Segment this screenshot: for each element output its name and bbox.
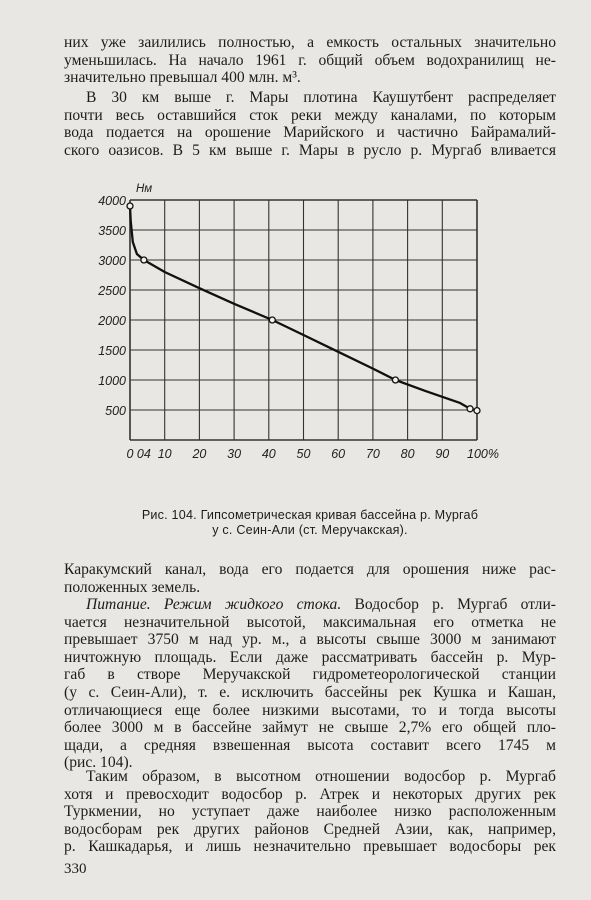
text-line: вода подается на орошение Марийского и частично Байрамалий- xyxy=(64,124,556,142)
paragraph-kaushutbent-dam xyxy=(64,89,556,159)
text-line: чается незначительной высотой, максимальная его отметка не xyxy=(64,613,556,631)
y-tick-label: 500 xyxy=(105,404,126,418)
text-line: уменьшилась. На начало 1961 г. общий объем водохранилищ не- xyxy=(64,51,556,69)
data-point-marker xyxy=(141,257,147,263)
data-point-marker xyxy=(127,203,133,209)
caption-line: Рис. 104. Гипсометрическая кривая бассейна р. Мургаб xyxy=(141,508,479,522)
figure-caption xyxy=(90,508,530,538)
x-tick-label: 70 xyxy=(365,447,380,461)
text-line: щади, а средняя взвешенная высота составит всего 1745 м xyxy=(64,736,556,754)
x-tick-label: 30 xyxy=(227,447,242,461)
data-point-marker xyxy=(392,377,398,383)
text-line: Туркмении, но уступает даже наиболее низко расположенным xyxy=(64,803,556,821)
text-line: (рис. 104). xyxy=(64,754,133,772)
x-tick-label: 90 xyxy=(435,447,450,461)
text-line: положенных земель. xyxy=(64,578,201,596)
caption-line: у с. Сеин-Али (ст. Меручакская). xyxy=(212,523,408,537)
y-tick-label: 3000 xyxy=(98,254,126,268)
paragraph-karakum-canal xyxy=(64,561,556,596)
y-tick-label: 4000 xyxy=(98,194,126,208)
text-line: превышает 3750 м над ур. м., а высоты свыше 3000 м занимают xyxy=(64,631,556,649)
text-line: хотя и превосходит водосбор р. Атрек и некоторых других рек xyxy=(64,785,556,803)
data-point-marker xyxy=(467,406,473,412)
x-tick-label: 50 xyxy=(296,447,311,461)
text-line: ского оазисов. В 5 км выше г. Мары в русло р. Мургаб вливается xyxy=(64,141,556,159)
text-line: В 30 км выше г. Мары плотина Каушутбент распределяет xyxy=(86,89,556,106)
paragraph-conclusion xyxy=(64,768,556,856)
y-tick-label: 1500 xyxy=(98,344,126,358)
text-line: отличающиеся еще более низкими высотами, то и тогда высоты xyxy=(64,701,556,719)
text-line: р. Кашкадарья, и лишь незначительно превышает водосборы рек xyxy=(64,838,556,856)
text-line: водосборам рек других районов Средней Азии, как, например, xyxy=(64,820,556,838)
text-line: Таким образом, в высотном отношении водосбор р. Мургаб xyxy=(86,768,556,785)
text-line: значительно превышал 400 млн. м³. xyxy=(64,69,301,87)
x-tick-label: 100% xyxy=(467,447,499,461)
data-point-marker xyxy=(269,317,275,323)
data-point-marker xyxy=(474,408,480,414)
x-tick-label: 10 xyxy=(157,447,172,461)
x-tick-label: 40 xyxy=(261,447,276,461)
y-tick-label: 2500 xyxy=(98,284,126,298)
text-line: габ в створе Меручакской гидрометеорологической станции xyxy=(64,666,556,684)
x-tick-label: 0 xyxy=(126,447,134,461)
page-number: 330 xyxy=(64,861,87,877)
x-tick-label: 80 xyxy=(400,447,415,461)
x-tick-label: 60 xyxy=(331,447,346,461)
text-line: почти весь оставшийся сток реки между каналами, по которым xyxy=(64,106,556,124)
y-tick-label: 2000 xyxy=(98,314,126,328)
x-tick-label: 04 xyxy=(136,447,151,461)
hypsometric-curve-chart xyxy=(98,176,499,501)
y-tick-label: 3500 xyxy=(98,224,126,238)
paragraph-reservoirs xyxy=(64,34,556,87)
y-tick-label: 1000 xyxy=(98,374,126,388)
section-heading: Питание. Режим жидкого стока. xyxy=(86,596,342,613)
text-line: Каракумский канал, вода его подается для орошения ниже рас- xyxy=(64,561,556,578)
paragraph-runoff-regime xyxy=(64,596,556,772)
x-tick-label: 20 xyxy=(192,447,207,461)
y-axis-label: Нм xyxy=(136,183,153,195)
text-fragment: Водосбор р. Мургаб отли- xyxy=(341,596,556,613)
text-line: ничтожную площадь. Если даже рассматривать бассейн р. Мур- xyxy=(64,648,556,666)
text-line: них уже заилились полностью, а емкость остальных значительно xyxy=(64,34,556,51)
text-line: (у с. Сеин-Али), т. е. исключить бассейны рек Кушка и Кашан, xyxy=(64,683,556,701)
text-line xyxy=(64,596,556,614)
text-line: более 3000 м в бассейне займут не свыше 2,7% его общей пло- xyxy=(64,719,556,737)
